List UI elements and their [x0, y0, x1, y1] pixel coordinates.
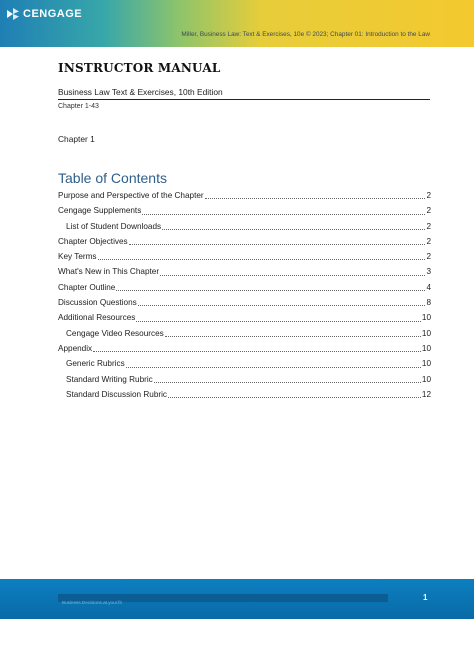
toc-entry[interactable]	[58, 387, 431, 402]
toc-leader-dots	[136, 320, 421, 322]
toc-entry-label: Standard Discussion Rubric	[66, 389, 168, 399]
toc-leader-dots	[160, 274, 425, 276]
header-caption: Miller, Business Law: Text & Exercises, 10e © 2023; Chapter 01: Introduction to the Law	[181, 31, 430, 38]
toc-entry-label: Purpose and Perspective of the Chapter	[58, 191, 204, 200]
toc-entry[interactable]	[58, 310, 431, 325]
toc-entry[interactable]	[58, 295, 431, 310]
toc-leader-dots	[126, 366, 421, 368]
toc-entry-page: 10	[421, 328, 431, 338]
toc-leader-dots	[138, 304, 426, 306]
toc-entry[interactable]	[58, 264, 431, 279]
logo-text: CENGAGE	[23, 8, 83, 20]
toc-entry-page: 10	[421, 313, 431, 323]
chapter-label: Chapter 1	[58, 134, 95, 144]
toc-entry[interactable]	[58, 234, 431, 249]
toc-leader-dots	[93, 350, 421, 352]
toc-entry-page: 10	[421, 359, 431, 369]
page-header	[0, 0, 474, 47]
page-number: 1	[423, 593, 428, 602]
toc-entry-page: 10	[421, 374, 431, 384]
toc-entry[interactable]	[58, 249, 431, 264]
toc-entry[interactable]	[58, 203, 431, 218]
toc-leader-dots	[98, 258, 426, 260]
toc-entry[interactable]	[58, 356, 431, 371]
toc-leader-dots	[162, 228, 425, 230]
toc-entry-page: 3	[426, 267, 431, 277]
toc-entry-label: Key Terms	[58, 252, 97, 262]
toc-entry-page: 12	[421, 389, 431, 399]
footer-text: Business.Decisions.at.your.fit	[62, 600, 122, 605]
toc-entry-label: Cengage Video Resources	[66, 328, 164, 338]
toc-entry-label: Appendix	[58, 343, 93, 353]
toc-entry[interactable]	[58, 326, 431, 341]
cengage-logo-icon	[6, 7, 20, 21]
toc-leader-dots	[116, 289, 425, 291]
toc-entry-label: Additional Resources	[58, 313, 136, 323]
toc-leader-dots	[154, 381, 421, 383]
toc-entry-label: List of Student Downloads	[66, 221, 162, 231]
toc-entry-label: Chapter Outline	[58, 282, 116, 292]
toc-entry-page: 2	[426, 221, 431, 231]
toc-entry-page: 4	[426, 282, 431, 292]
toc-leader-dots	[168, 396, 421, 398]
toc-entry-label: Generic Rubrics	[66, 359, 125, 369]
toc-entry-page: 2	[426, 252, 431, 262]
toc-entry-page: 2	[426, 236, 431, 246]
toc-leader-dots	[142, 213, 425, 215]
page-range: Chapter 1-43	[58, 103, 99, 110]
toc-entry-label: Discussion Questions	[58, 298, 137, 308]
toc-entry[interactable]	[58, 188, 431, 203]
toc-leader-dots	[165, 335, 421, 337]
toc-heading: Table of Contents	[58, 170, 167, 186]
toc-leader-dots	[129, 243, 426, 245]
toc-entry-page: 2	[426, 206, 431, 216]
book-title: Business Law Text & Exercises, 10th Edition	[58, 87, 430, 100]
manual-title: INSTRUCTOR MANUAL	[58, 61, 221, 75]
table-of-contents	[58, 188, 431, 402]
toc-entry[interactable]	[58, 280, 431, 295]
toc-entry[interactable]	[58, 372, 431, 387]
toc-entry[interactable]	[58, 219, 431, 234]
cengage-logo	[6, 7, 82, 21]
toc-entry-label: What's New in This Chapter	[58, 267, 160, 277]
toc-entry-label: Standard Writing Rubric	[66, 374, 153, 384]
toc-entry-label: Chapter Objectives	[58, 236, 128, 246]
toc-entry-page: 8	[426, 298, 431, 308]
toc-entry-label: Cengage Supplements	[58, 206, 142, 216]
toc-entry-page: 10	[421, 343, 431, 353]
toc-entry[interactable]	[58, 341, 431, 356]
toc-entry-page: 2	[426, 191, 431, 200]
toc-leader-dots	[205, 197, 426, 199]
